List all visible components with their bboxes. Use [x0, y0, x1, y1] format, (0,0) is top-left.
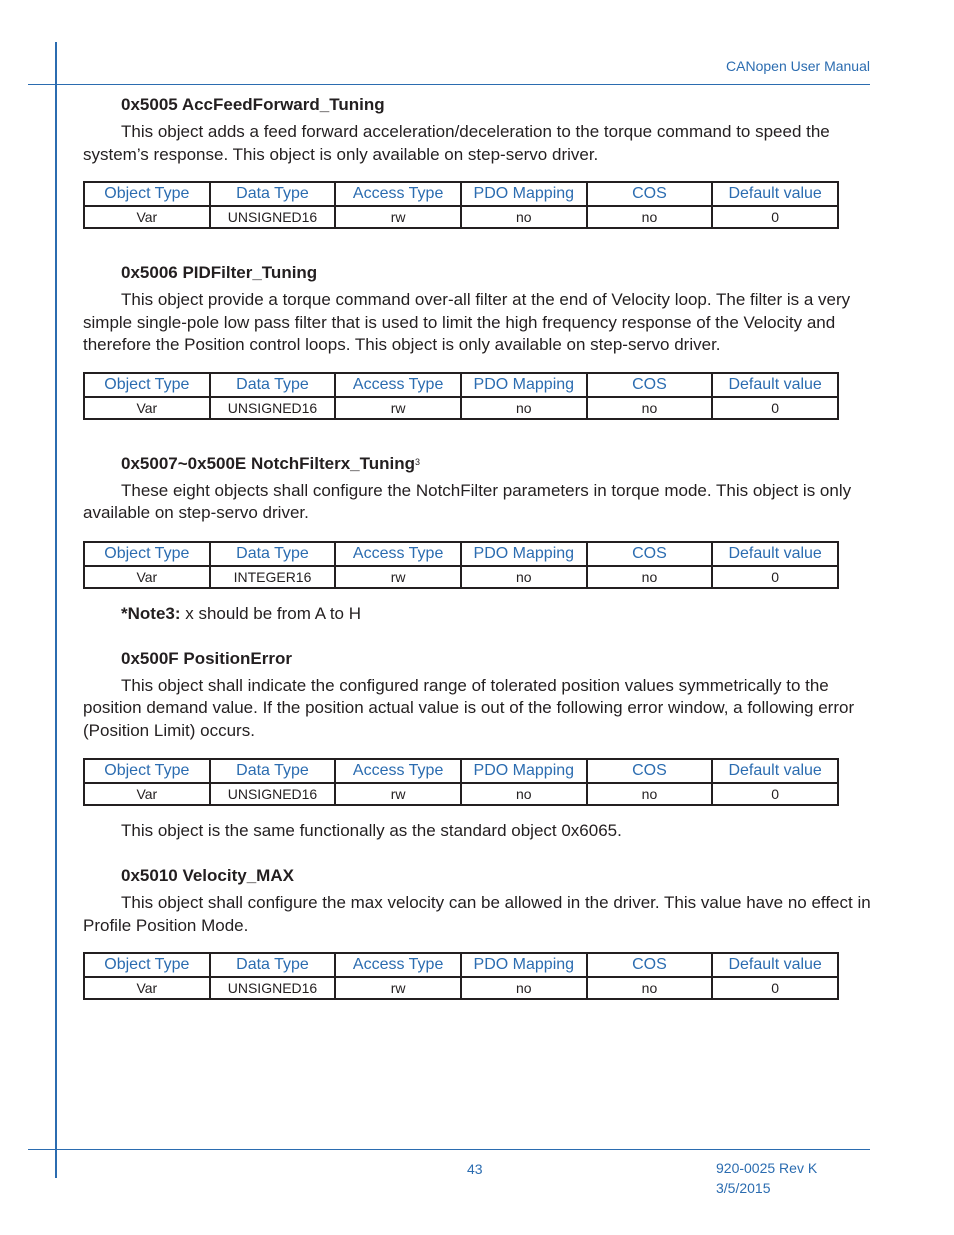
doc-revision	[716, 1158, 817, 1198]
section-0x5006	[83, 260, 871, 420]
cell-access-type: rw	[335, 206, 461, 228]
section-heading: 0x5010 Velocity_MAX	[121, 866, 294, 885]
cell-object-type: Var	[84, 977, 210, 999]
col-default-value: Default value	[712, 182, 838, 206]
page-number: 43	[467, 1161, 483, 1177]
footnote	[121, 603, 871, 625]
cell-default-value: 0	[712, 977, 838, 999]
cell-object-type: Var	[84, 566, 210, 588]
table-row	[84, 977, 838, 999]
section-heading	[121, 451, 871, 477]
section-paragraph: These eight objects shall configure the NotchFilter parameters in torque mode. This object is only available on step-servo driver.	[83, 480, 852, 522]
footer-rule	[28, 1149, 870, 1150]
col-default-value: Default value	[712, 953, 838, 977]
heading-text: 0x5007~0x500E NotchFilterx_Tuning	[121, 453, 416, 473]
col-cos: COS	[587, 759, 713, 783]
cell-access-type: rw	[335, 977, 461, 999]
section-note: This object is the same functionally as the standard object 0x6065.	[121, 821, 622, 840]
cell-access-type: rw	[335, 783, 461, 805]
table-header-row	[84, 182, 838, 206]
cell-object-type: Var	[84, 397, 210, 419]
cell-default-value: 0	[712, 783, 838, 805]
footnote-marker: 3	[415, 456, 421, 467]
table-header-row	[84, 373, 838, 397]
col-pdo-mapping: PDO Mapping	[461, 953, 587, 977]
table-header-row	[84, 759, 838, 783]
object-table	[83, 952, 839, 1000]
col-cos: COS	[587, 542, 713, 566]
cell-data-type: UNSIGNED16	[210, 783, 336, 805]
table-row	[84, 783, 838, 805]
cell-object-type: Var	[84, 783, 210, 805]
section-paragraph: This object adds a feed forward acceleration/deceleration to the torque command to speed the system’s response. This object is only available on step-servo driver.	[83, 122, 830, 164]
doc-date: 3/5/2015	[716, 1180, 771, 1196]
cell-cos: no	[587, 397, 713, 419]
section-0x5005	[83, 92, 871, 229]
section-paragraph: This object shall configure the max velocity can be allowed in the driver. This value have no effect in Profile Position Mode.	[83, 893, 871, 935]
header-title: CANopen User Manual	[726, 58, 870, 74]
col-access-type: Access Type	[335, 182, 461, 206]
table-header-row	[84, 953, 838, 977]
col-default-value: Default value	[712, 542, 838, 566]
table-header-row	[84, 542, 838, 566]
col-cos: COS	[587, 953, 713, 977]
col-access-type: Access Type	[335, 373, 461, 397]
col-data-type: Data Type	[210, 759, 336, 783]
col-object-type: Object Type	[84, 373, 210, 397]
cell-cos: no	[587, 783, 713, 805]
col-pdo-mapping: PDO Mapping	[461, 542, 587, 566]
section-0x5010	[83, 863, 871, 1000]
col-data-type: Data Type	[210, 182, 336, 206]
section-heading: 0x500F PositionError	[121, 648, 293, 668]
col-data-type: Data Type	[210, 953, 336, 977]
left-margin-rule	[55, 42, 57, 1178]
cell-pdo-mapping: no	[461, 397, 587, 419]
section-heading: 0x5006 PIDFilter_Tuning	[121, 263, 318, 282]
col-data-type: Data Type	[210, 373, 336, 397]
cell-data-type: UNSIGNED16	[210, 977, 336, 999]
col-access-type: Access Type	[335, 542, 461, 566]
cell-pdo-mapping: no	[461, 977, 587, 999]
header-rule	[28, 84, 870, 85]
col-pdo-mapping: PDO Mapping	[461, 373, 587, 397]
col-access-type: Access Type	[335, 953, 461, 977]
cell-data-type: INTEGER16	[210, 566, 336, 588]
footnote-text: x should be from A to H	[180, 603, 361, 623]
col-default-value: Default value	[712, 759, 838, 783]
section-paragraph: This object provide a torque command over-all filter at the end of Velocity loop. The filter is a very simple single-pole low pass filter that is used to limit the high frequency response of the Velocity and therefore the Position control loops. This object is only available on step-servo driver.	[83, 290, 851, 354]
cell-object-type: Var	[84, 206, 210, 228]
cell-default-value: 0	[712, 206, 838, 228]
col-object-type: Object Type	[84, 759, 210, 783]
col-cos: COS	[587, 373, 713, 397]
table-row	[84, 206, 838, 228]
cell-cos: no	[587, 206, 713, 228]
cell-data-type: UNSIGNED16	[210, 397, 336, 419]
cell-default-value: 0	[712, 397, 838, 419]
object-table	[83, 541, 839, 589]
object-table	[83, 181, 839, 229]
cell-pdo-mapping: no	[461, 206, 587, 228]
cell-data-type: UNSIGNED16	[210, 206, 336, 228]
col-object-type: Object Type	[84, 182, 210, 206]
section-paragraph: This object shall indicate the configured range of tolerated position values symmetrically to the position demand value. If the position actual value is out of the following error window, a following error (Position Limit) occurs.	[83, 675, 855, 740]
col-cos: COS	[587, 182, 713, 206]
page-content	[83, 92, 871, 1000]
table-row	[84, 566, 838, 588]
doc-number: 920-0025 Rev K	[716, 1160, 818, 1176]
cell-pdo-mapping: no	[461, 783, 587, 805]
cell-cos: no	[587, 977, 713, 999]
cell-access-type: rw	[335, 397, 461, 419]
col-pdo-mapping: PDO Mapping	[461, 759, 587, 783]
object-table	[83, 372, 839, 420]
col-access-type: Access Type	[335, 759, 461, 783]
object-table	[83, 758, 839, 806]
cell-pdo-mapping: no	[461, 566, 587, 588]
footnote-label: *Note3:	[121, 603, 181, 623]
section-0x500f	[83, 646, 871, 843]
section-0x5007-0x500e	[83, 451, 871, 625]
section-heading: 0x5005 AccFeedForward_Tuning	[121, 95, 385, 114]
col-object-type: Object Type	[84, 953, 210, 977]
col-pdo-mapping: PDO Mapping	[461, 182, 587, 206]
cell-default-value: 0	[712, 566, 838, 588]
col-data-type: Data Type	[210, 542, 336, 566]
table-row	[84, 397, 838, 419]
col-default-value: Default value	[712, 373, 838, 397]
cell-access-type: rw	[335, 566, 461, 588]
cell-cos: no	[587, 566, 713, 588]
col-object-type: Object Type	[84, 542, 210, 566]
